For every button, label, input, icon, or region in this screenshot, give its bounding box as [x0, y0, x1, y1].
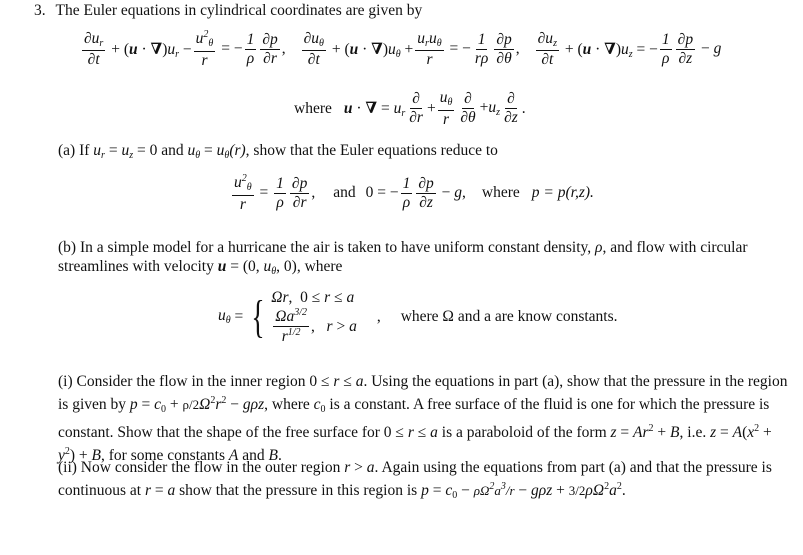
euler-equations: $\frac{\partial u_r}{\partial t}$ + $(u \cdot \nabla)u_r$ − $\frac{u^2_\theta}{r}$ = − $\frac{1}{\rho}$ $\frac{\partial p}{\partial r}$ , $\frac{\partial u_\theta}{\partial t}$ + $(u \cdot \nabla)u_\theta$ + $\frac{u_ru_\theta}{r}$ = − $\frac{1}{r\rho}$ $\frac{\partial p}{\partial\theta}$ , $\frac{\partial u_z}{\partial t}$ + $(u \cdot \nabla)u_z$ = − $\frac{1}{\rho}$ $\frac{\partial p}{\partial z}$ − g: [84, 29, 722, 69]
problem-number: 3.: [34, 2, 46, 19]
part-b-text: (b) In a simple model for a hurricane the air is taken to have uniform constant density, ρ, and flow with circular streamlines with velocity u = (0, $u_\theta$, 0), where: [58, 239, 748, 277]
piecewise-velocity: $u_\theta$ = { Ωr, 0 ≤ r ≤ a $\frac{\Omega a^{3/2}}{r^{1/2}}$ , r > a , where Ω and a are know constants.: [218, 289, 618, 346]
problem-intro: The Euler equations in cylindrical coordinates are given by: [55, 2, 423, 19]
convective-operator: where u · ∇ = $u_r$ $\frac{\partial}{\partial r}$ + $\frac{u_\theta}{r}$ $\frac{\partial}{\partial\theta}$ $+u_z$ $\frac{\partial}{\partial z}$ .: [294, 89, 526, 128]
where-label: where: [294, 99, 332, 117]
problem-header: [34, 2, 422, 20]
and-label: and: [333, 184, 356, 202]
reduced-equations: $\frac{u^2_\theta}{r}$ = $\frac{1}{\rho}$ $\frac{\partial p}{\partial r}$ , and 0 = − $\frac{1}{\rho}$ $\frac{\partial p}{\partial z}$ − g, where p = p(r,z).: [234, 173, 594, 213]
constants-note: where Ω and a are know constants.: [400, 307, 618, 325]
part-a-intro: (a) If $u_r = u_z = 0$ and $u_\theta = u_\theta(r)$, show that the Euler equations reduce to: [58, 142, 498, 161]
part-ii-text: (ii) Now consider the flow in the outer region r > a. Again using the equations from part (a) and that the pressure is continuous at r = a show that the pressure in this region is $p = c_0 - \rho\Omega^2a^3/r - g\rho z + 3/2\rho\Omega^2a^2$.: [58, 459, 772, 501]
part-i-text: (i) Consider the flow in the inner region 0 ≤ r ≤ a. Using the equations in part (a), show that the pressure in the region is given by $p = c_0 + \rho/2\Omega^2r^2 - g\rho z$, where $c_0$ is a constant. A free surface of the fluid is one for which the pressure is constant. Show that the shape of the free surface for 0 ≤ r ≤ a is a paraboloid of the form $z = Ar^2 + B$, i.e. $z = A(x^2 + y^2) + B$, for some constants A and B.: [58, 373, 788, 464]
where-p-label: where: [481, 184, 520, 202]
